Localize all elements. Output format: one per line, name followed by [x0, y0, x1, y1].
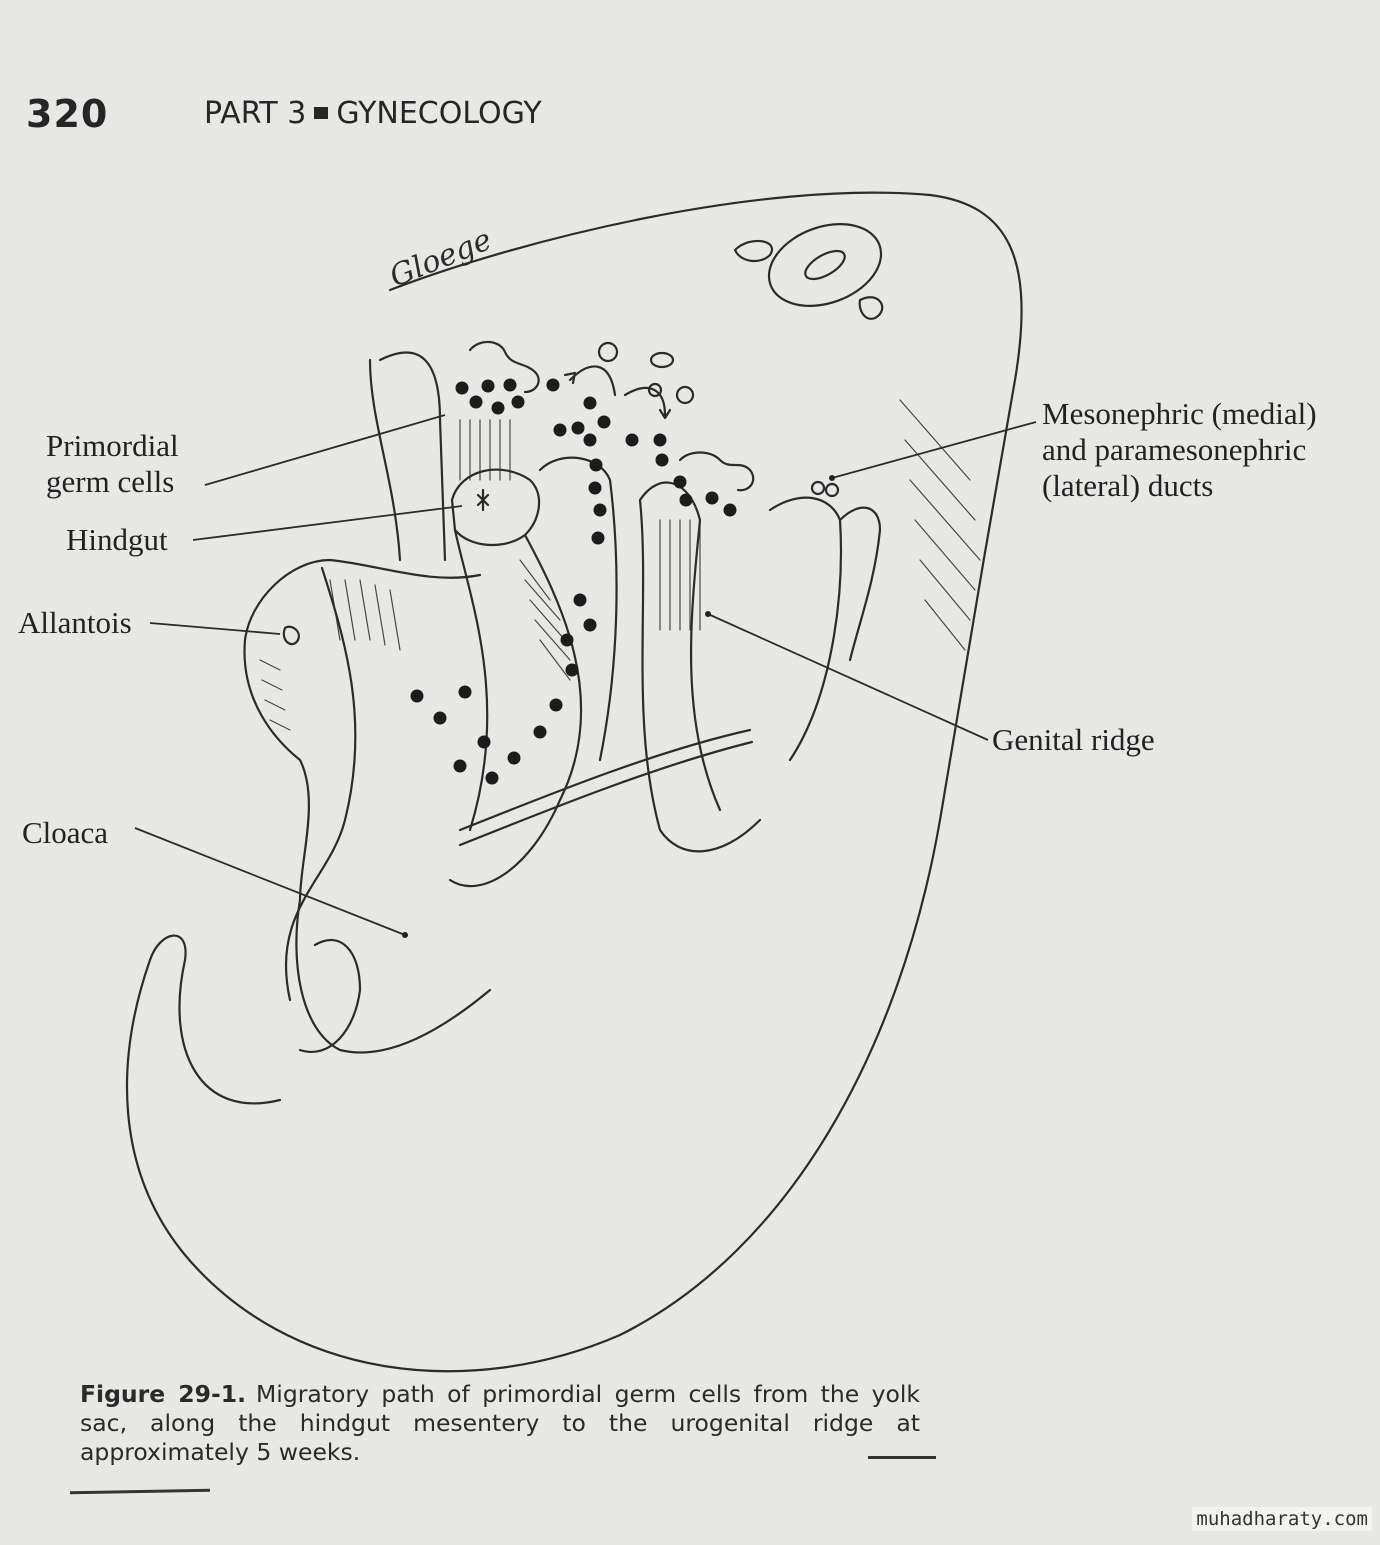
cloaca-tube [245, 560, 480, 640]
label-primordial-line2: germ cells [46, 464, 175, 499]
label-genital-ridge: Genital ridge [992, 722, 1155, 757]
label-allantois: Allantois [18, 605, 132, 640]
neural-tube-section [758, 209, 893, 320]
genital-ridge-fold [770, 498, 841, 760]
label-hindgut: Hindgut [66, 522, 168, 557]
label-primordial-germ-cells [46, 428, 179, 500]
page-number: 320 [26, 92, 109, 136]
label-mesonephric-ducts [1042, 396, 1317, 504]
watermark: muhadharaty.com [1192, 1507, 1372, 1531]
part-text: PART 3 [204, 96, 307, 131]
label-meso-line2: and paramesonephric [1042, 432, 1307, 467]
hindgut-tube [452, 470, 539, 545]
figure-caption [80, 1380, 920, 1467]
svg-text:Gloege: Gloege [384, 222, 497, 295]
label-cloaca: Cloaca [22, 815, 109, 850]
artist-signature [385, 222, 497, 294]
label-primordial-line1: Primordial [46, 428, 179, 463]
label-meso-line1: Mesonephric (medial) [1042, 396, 1317, 431]
caption-text: Migratory path of primordial germ cells from the yolk sac, along the hindgut mesentery to the urogenital ridge at approximately 5 weeks. [80, 1380, 921, 1466]
section-text: GYNECOLOGY [336, 96, 542, 131]
handwritten-underline-5 [868, 1456, 936, 1459]
label-meso-line3: (lateral) ducts [1042, 468, 1214, 503]
embryo-outline [127, 193, 1022, 1372]
figure-number: Figure 29-1. [80, 1380, 247, 1408]
